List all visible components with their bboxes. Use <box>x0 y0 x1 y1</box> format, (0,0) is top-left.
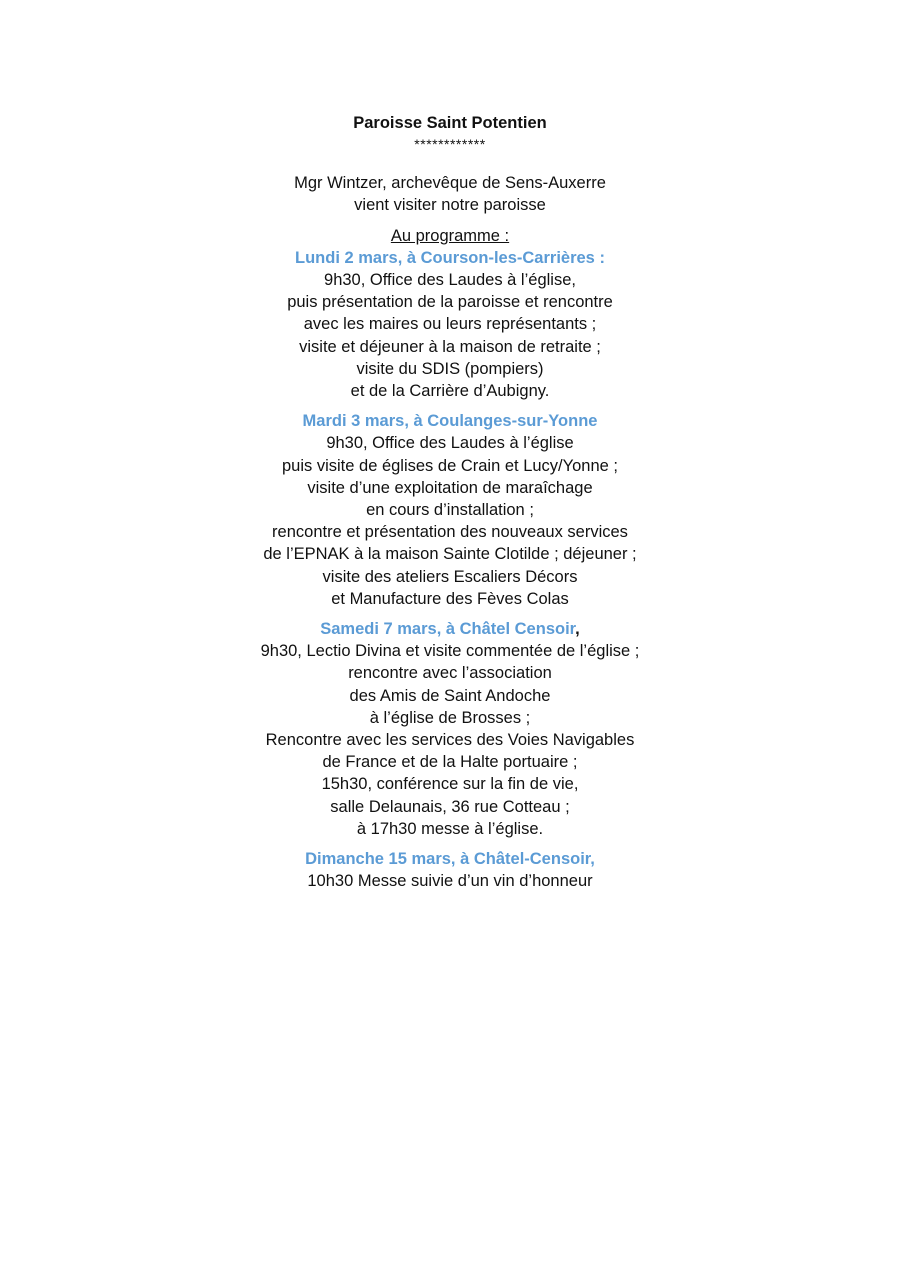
schedule-line: salle Delaunais, 36 rue Cotteau ; <box>330 797 570 816</box>
day-section-sunday <box>0 848 900 892</box>
day-section-tuesday <box>0 410 900 610</box>
schedule-line: visite d’une exploitation de maraîchage <box>307 478 593 497</box>
schedule-line: 9h30, Lectio Divina et visite commentée de l’église ; <box>260 642 640 661</box>
day-section-monday <box>0 247 900 402</box>
schedule-line: à l’église de Brosses ; <box>369 708 531 727</box>
program-label: Au programme : <box>390 226 510 245</box>
schedule-line: rencontre avec l’association <box>348 664 552 683</box>
day-heading: Mardi 3 mars, à Coulanges-sur-Yonne <box>302 412 598 431</box>
schedule-line: visite du SDIS (pompiers) <box>356 359 544 378</box>
day-heading: Dimanche 15 mars, à Châtel-Censoir <box>305 850 591 869</box>
intro-line-2: vient visiter notre paroisse <box>354 196 546 215</box>
page-title: Paroisse Saint Potentien <box>353 114 547 132</box>
schedule-line: rencontre et présentation des nouveaux services <box>272 523 628 542</box>
schedule <box>0 247 900 893</box>
schedule-line: de l’EPNAK à la maison Sainte Clotilde ; déjeuner ; <box>263 545 637 564</box>
announcement <box>0 112 900 893</box>
schedule-line: avec les maires ou leurs représentants ; <box>303 315 597 334</box>
day-heading-suffix: , <box>590 850 595 869</box>
schedule-line: 10h30 Messe suivie d’un vin d’honneur <box>307 872 593 891</box>
day-heading: Lundi 2 mars, à Courson-les-Carrières <box>295 248 595 267</box>
day-heading-suffix: : <box>594 248 605 267</box>
schedule-line: en cours d’installation ; <box>366 501 534 520</box>
day-heading-suffix: , <box>575 620 580 639</box>
day-heading: Samedi 7 mars, à Châtel Censoir <box>320 620 576 639</box>
schedule-line: puis visite de églises de Crain et Lucy/Yonne ; <box>281 456 618 475</box>
schedule-line: et Manufacture des Fèves Colas <box>331 589 569 608</box>
schedule-line: à 17h30 messe à l’église. <box>356 819 544 838</box>
schedule-line: 9h30, Office des Laudes à l’église <box>326 434 574 453</box>
schedule-line: 15h30, conférence sur la fin de vie, <box>321 775 579 794</box>
day-section-saturday <box>0 618 900 840</box>
schedule-line: Rencontre avec les services des Voies Navigables <box>265 731 635 750</box>
title-separator: ************ <box>414 136 486 153</box>
schedule-line: visite des ateliers Escaliers Décors <box>322 567 578 586</box>
schedule-line: 9h30, Office des Laudes à l’église, <box>324 271 576 290</box>
schedule-line: puis présentation de la paroisse et rencontre <box>287 293 613 312</box>
schedule-line: de France et de la Halte portuaire ; <box>322 753 578 772</box>
schedule-line: visite et déjeuner à la maison de retraite ; <box>299 337 601 356</box>
schedule-line: et de la Carrière d’Aubigny. <box>350 382 550 401</box>
schedule-line: des Amis de Saint Andoche <box>349 686 551 705</box>
intro-line-1: Mgr Wintzer, archevêque de Sens-Auxerre <box>294 174 606 193</box>
